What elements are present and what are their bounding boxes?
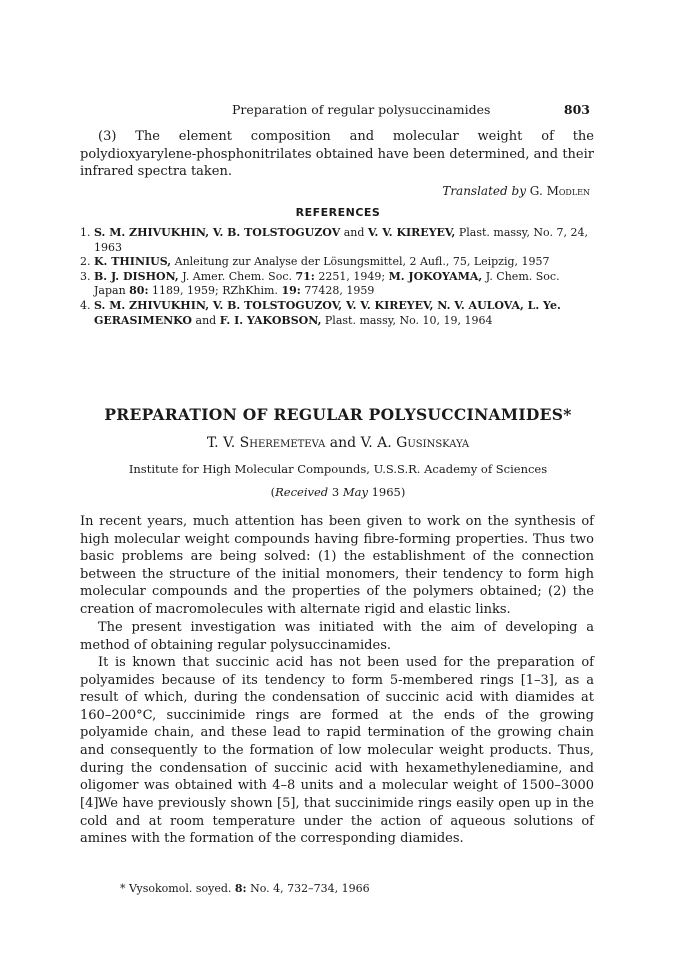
received-month: May (342, 485, 368, 499)
reference-and: and (340, 226, 368, 239)
reference-authors: B. J. DISHON, (94, 269, 179, 283)
body-paragraph: The present investigation was initiated with the aim of developing a method of obtaining regular polysuccinamides. (80, 620, 594, 653)
reference-authors: F. I. YAKOBSON, (219, 313, 322, 327)
footnote-marker: * (120, 882, 129, 895)
translated-prefix: Translated by (442, 184, 526, 198)
reference-item (80, 255, 594, 270)
reference-source: Plast. massy, No. 7, 24, 1963 (94, 226, 588, 254)
references-list (80, 226, 594, 328)
article-title: PREPARATION OF REGULAR POLYSUCCINAMIDES* (104, 405, 572, 424)
received-date: (Received 3 May 1965) (270, 485, 406, 499)
author-name: T. V. Sheremeteva (206, 435, 326, 451)
article-authors (0, 435, 676, 451)
footnote-rest: No. 4, 732–734, 1966 (246, 882, 370, 895)
reference-authors: V. V. KIREYEV, (367, 226, 456, 239)
closing-paragraph: (3) The element composition and molecular weight of the polydioxyarylene-phosphonitrilates obtained have been determined, and their infrared spectra taken. (80, 129, 594, 180)
reference-number: 1. (80, 226, 91, 239)
reference-authors: M. JOKOYAMA, (388, 269, 483, 283)
reference-source: J. Chem. Soc. Japan (94, 269, 560, 298)
institute: Institute for High Molecular Compounds, U.S.S.R. Academy of Sciences (128, 462, 548, 476)
running-head (0, 102, 676, 120)
reference-source: 1189, 1959; RZhKhim. (148, 284, 282, 298)
reference-volume: 71: (295, 269, 315, 283)
reference-source: 77428, 1959 (300, 284, 375, 298)
reference-authors: S. M. ZHIVUKHIN, V. B. TOLSTOGUZOV, V. V. KIREYEV, N. V. AULOVA, L. Ye. GERASIMENKO (94, 298, 561, 327)
body-paragraph: We have previously shown [5], that succinimide rings easily open up in the cold and at room temperature under the action of aqueous solutions of amines with the formation of the corresponding diamides. (80, 796, 594, 847)
reference-volume: 80: (129, 284, 149, 298)
body-paragraph: In recent years, much attention has been given to work on the synthesis of high molecular weight compounds having fibre-forming properties. Thus two basic problems are being solved: (1) the establishment of the connection between the structure of the initial monomers, their tendency to form high molecular compounds and the properties of the polymers obtained; (2) the creation of macromolecules with alternate rigid and elastic links. (80, 514, 594, 617)
references-heading: REFERENCES (295, 206, 381, 219)
reference-item (80, 299, 594, 328)
translator-credit (442, 184, 590, 198)
footnote-volume: 8: (234, 882, 247, 895)
authors-and: and (325, 435, 361, 451)
footnote-text: Vysokomol. soyed. (129, 882, 235, 895)
translator-name: G. Modlen (529, 184, 590, 198)
reference-source: 2251, 1949; (314, 269, 389, 283)
reference-source: Anleitung zur Analyse der Lösungsmittel, 2 Aufl., 75, Leipzig, 1957 (171, 255, 550, 269)
reference-authors: S. M. ZHIVUKHIN, V. B. TOLSTOGUZOV (94, 226, 341, 239)
received-day: 3 (328, 485, 343, 499)
reference-number: 3. (80, 269, 91, 283)
author-name: V. A. Gusinskaya (360, 435, 470, 451)
reference-item (80, 270, 594, 299)
received-year: 1965 (367, 485, 401, 499)
received-label: Received (275, 485, 329, 499)
reference-source: Plast. massy, No. 10, 19, 1964 (321, 313, 493, 327)
reference-source: J. Amer. Chem. Soc. (178, 269, 296, 283)
body-paragraph: It is known that succinic acid has not been used for the preparation of polyamides because of its tendency to form 5-membered rings [1–3], as a result of which, during the condensation of succinic acid with diamides at 160–200°C, succinimide rings are formed at the ends of the growing polyamide chain, and these lead to rapid termination of the growing chain and consequently to the formation of low molecular weight products. Thus, during the condensation of succinic acid with hexamethylenediamine, and oligomer was obtained with 4–8 units and a molecular weight of 1500–3000 [4]. (80, 655, 594, 811)
reference-number: 4. (80, 298, 91, 312)
reference-and: and (192, 313, 220, 327)
reference-number: 2. (80, 255, 91, 269)
page-number: 803 (563, 102, 590, 117)
running-title: Preparation of regular polysuccinamides (232, 102, 491, 117)
reference-authors: K. THINIUS, (94, 255, 172, 269)
reference-item (80, 226, 594, 255)
reference-volume: 19: (281, 284, 301, 298)
footnote (120, 882, 370, 895)
